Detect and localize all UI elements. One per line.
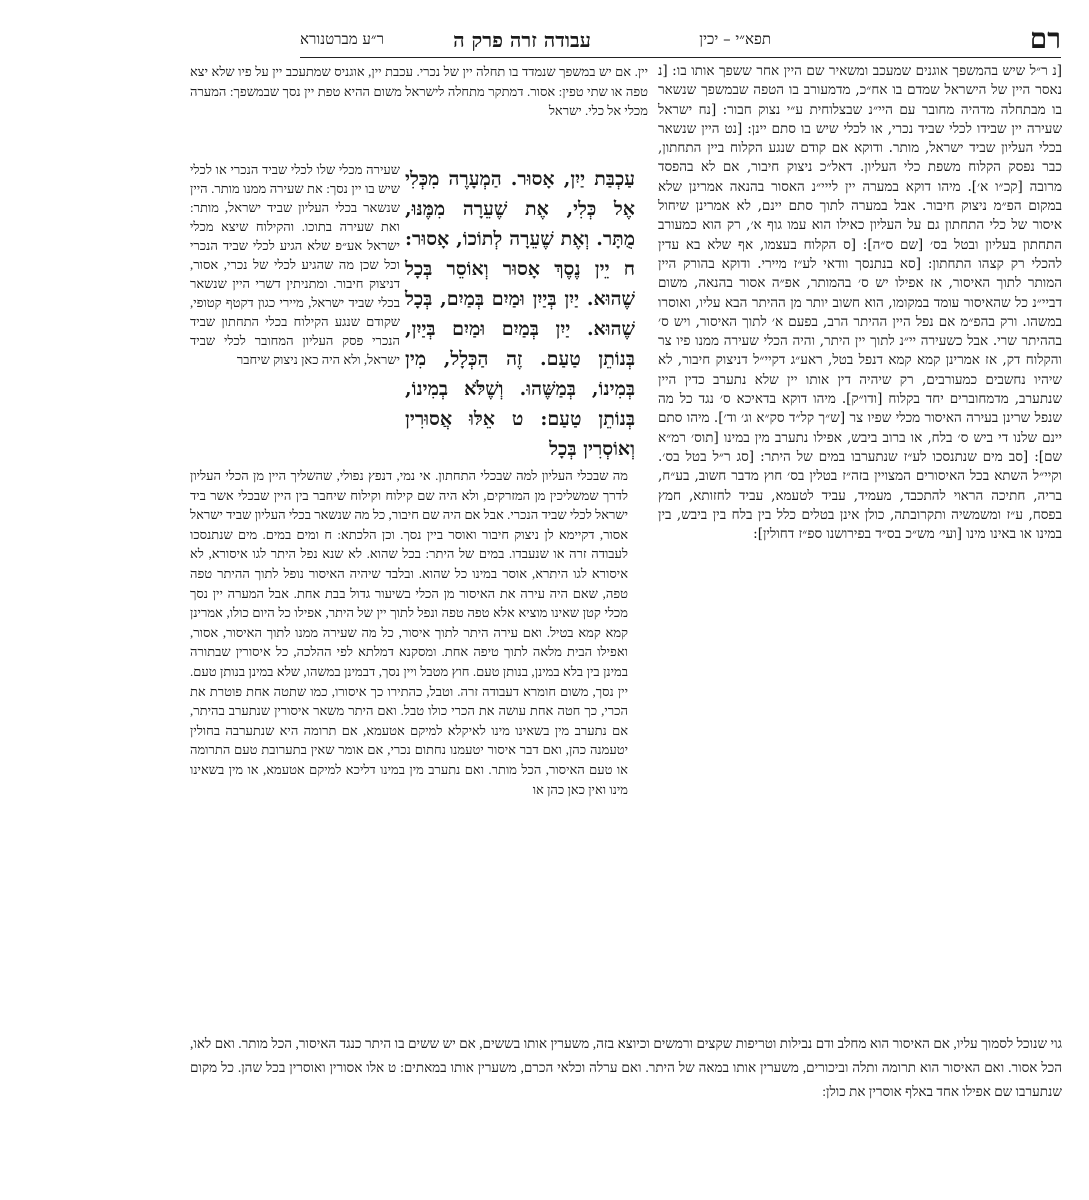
bartenura-main: מה שבכלי העליון למה שבכלי התחתון. אי נמי, דנפץ נפולי, שהשליך היין מן הכלי העליון לדרך שמשליכין מן המזרקים, ולא היה שם קילוח וקילוח שיחבר בין היין שבכלי אשר ביד ישראל לכלי שביד הנכרי. אבל אם היה שם חיבור, כל מה שנשאר בכלי העליון שביד ישראל אסור, דקיימא לן ניצוק חיבור ואוסר ביין נסך. וכן הלכתא: ח ומים במים. מים שנתנסכו לעבודה זרה או שנעבדו. במים של היתר: בכל שהוא. לא שנא נפל היתר לגו איסורא, לא איסורא לגו היתרא, אוסר במינו כל שהוא. ובלבד שיהיה האיסור נופל לתוך ההיתר טפה טפה, שאם היה עירה את האיסור מן הכלי בשיעור גדול בבת אחת. אבל המערה יין נסך מכלי קטן שאינו מוציא אלא טפה טפה ונפל לתוך יין של היתר, אפילו כל היום כולו, אמרינן קמא קמא בטיל. ואם עירה היתר לתוך איסור, כל מה שעירה ממנו לתוך האיסור, אסור, ואפילו הבית מלאה לתוך טיפה אחת. ומסקנא דמלתא לפי ההלכה, כל איסורין שבתורה במינן בין בלא במינן, בנותן טעם. חוץ מטבל ויין נסך, דבמינן במשהו, שלא במינן בנותן טעם. יין נסך, משום חומרא דעבודה זרה. וטבל, כהתירו כך איסורו, כמו שתטה אחת פוטרת את הכרי, כך חטה אחת עושה את הכרי כולו טבל. ואם היתר משאר איסורין שנתערב בהיתר, אם נתערב מין בשאינו מינו לאיקלא למיקם אטעמא, אם תרומה היא שנתערבה בחולין יטעמנה כהן, ואם דבר איסור יטעמנו נחתום נכרי, אם אומר שאין בתערובת טעם התרומה או טעם האיסור, הכל מותר. ואם נתערב מין במינו דליכא למיקם אטעמא, או מין בשאינו מינו ואין כאן כהן או <box>190 468 628 797</box>
header-rule <box>300 57 1061 58</box>
bartenura-label: ר״ע מברטנורא <box>300 30 384 48</box>
tifferet-label: תפא״י – יכין <box>699 30 771 48</box>
bartenura-side: שעירה מכלי שלו לכלי שביד הנכרי או לכלי שיש בו יין נסך: את שעירה ממנו מותר. היין שנשאר בכלי העליון שביד ישראל, מותר: ואת שעירה בתוכו. והקילוח שיצא מכלי ישראל אע״פ שלא הגיע לכלי שביד הנכרי וכל שכן מה שהגיע לכלי של נכרי, אסור, דניצוק חיבור. ומתניתין דשרי היין שנשאר בכלי שביד ישראל, מיירי כגון דקטף קטופי, שקודם שנגע הקילוח בכלי התחתון שביד הנכרי פסק העליון המחובר לכלי שביד ישראל, ולא היה כאן ניצוק שיחבר <box>190 162 400 367</box>
tifferet-commentary: [נ ר״ל שיש בהמשפך אוגנים שמעכב ומשאיר שם היין אחר ששפך אותו בו: [נ נאסר היין של הישראל שמדם בו אח״כ, מדמעורב בו הטפה שבמשפך שנשאר בו מבתחלה מדהיה מחובר עם היי״נ שבצלוחית ע״י נצוק חבור: [נח ישראל שעירה יין שבידו לכלי שביד נכרי, או לכלי שיש בו סתם יינן: [נט היין שנשאר בכלי העליון שביד ישראל, מותר. ודוקא אם קודם שנגע הקלוח ביין התחתון, כבר נפסק הקלוח משפת כלי העליון. דאל״כ ניצוק חיבור, אם לא בהפסד מרובה [קכ״ו א׳]. מיהו דוקא במערה יין לייי״נ האסור בהנאה אמרינן שלא במקום הפ״מ ניצוק חיבור. אבל במערה לתוך סתם יינם, לא אמרינן שיחול איסור של כלי התחתון גם על העליון כאילו הוא עמו גוף א׳, רק הוא כמעורב התחתון בעליון ובטל בס׳ [שם ס״ה]: [ס הקלוח בעצמו, אף שלא בא עדין להכלי רק קצהו התחתון: [סא בנתנסך וודאי לע״ז מיירי. ודוקא בהורק היין המותר לתוך האיסור, אז אפילו יש ס׳ בהמותר, אפ״ה אסור בהנאה, משום דביי״נ כל שהאיסור עומד במקומו, הוא חשוב יותר מן ההיתר הבא עליו, ואוסרו במשהו. ורק בהפ״מ אם נפל היין ההיתר הרב, בפעם א׳ לתוך האיסור, ויש ס׳ בההיתר שרי. אבל כשעירה יי״נ לתוך יין היתר, והיה הכלי שעירה ממנו פיו צר והקלוח דק, אז אמרינן קמא קמא דנפל בטל, ראע״ג דקיי״ל דניצוק חיבור, לא שיהיו נחשבים כמעורבים, רק שיהיה דין אותו יין שלא נתערב כדין היין שנתערב, מדמחוברים יחד בקלוח [ודו״ק]. מיהו דוקא בדאיכא ס׳ נגד כל מה שנפל שרינן בעירה האיסור מכלי שפיו צר [ש״ך קל״ד סק״א וג׳ וד׳]. מיהו סתם יינם שלנו די ביש ס׳ בלח, או ברוב ביבש, אפילו נתערב מין במינו [תוס׳ רמ״א שם]: [סב מים שנתנסכו לע״ז שנתערבו במים של היתר: [סג ר״ל בטל בס׳. וקיי״ל השתא בכל האיסורים המצויין בזה״ז בטלין בס׳ חוץ מדבר חשוב, בע״ח, בריה, חתיכה הראוי להתכבד, מעמיד, עביד לטעמא, עביד לחזותא, חמץ בפסח, ע״ז ומשמשיה ותקרובתה, כולן אינן בטלים כלל בין בלח בין ביבש, בין במינו או באינו מינו [ועי׳ מש״כ בס״ד בפירושנו ספ״ז דחולין]: <box>658 63 1062 543</box>
page-number: רם <box>1029 22 1061 55</box>
mishna-text: עַכְבַּת יַיִן, אָסוּר. הַמְעָרֶה מִכְּלִי אֶל כְּלִי, אֶת שֶׁעֵרָה מִמֶּנּוּ, מֻתָּר. וְאֶת שֶׁעֵרָה לְתוֹכוֹ, אָסוּר: ח יֵין נֶסֶךְ אָסוּר וְאוֹסֵר בְּכָל שֶׁהוּא. יַיִן בְּיַיִן וּמַיִם בְּמַיִם, בְּכָל שֶׁהוּא. יַיִן בְּמַיִם וּמַיִם בְּיַיִן, בְּנוֹתֵן טַעַם. זֶה הַכְּלָל, מִין בְּמִינוֹ, בְּמַשֶּׁהוּ. וְשֶׁלֹּא בְמִינוֹ, בְּנוֹתֵן טַעַם: ט אֵלּוּ אֲסוּרִין וְאוֹסְרִין בְּכָל <box>405 168 635 460</box>
running-header <box>300 22 1061 55</box>
bartenura-top: יין. אם יש במשפך שנמדד בו תחלה יין של נכרי. עכבת יין, אוגניס שמתעכב יין על פיו שלא יצא טפה או שתי טפין: אסור. דמתקר מתחלה לישראל משום ההיא טפת יין נסך שבמשפך: המערה מכלי אל כלי. ישראל <box>190 64 648 119</box>
bartenura-bottom: גוי שנוכל לסמוך עליו, אם האיסור הוא מחלב ודם נבילות וטריפות שקצים ורמשים וכיוצא בזה, משערין אותו בששים, אם יש ששים בו היתר כנגד האיסור, הכל מותר. ואם לאו, הכל אסור. ואם האיסור הוא תרומה ותלה וביכורים, משערין אותו במאה של היתר. ואם ערלה וכלאי הכרם, משערין אותו במאתים: ט אלו אסורין ואוסרין בכל שהן. כל מקום שנתערבו שם אפילו אחד באלף אוסרין את כולן: <box>190 1036 1062 1099</box>
tractate-title: עבודה זרה פרק ה <box>453 28 591 52</box>
